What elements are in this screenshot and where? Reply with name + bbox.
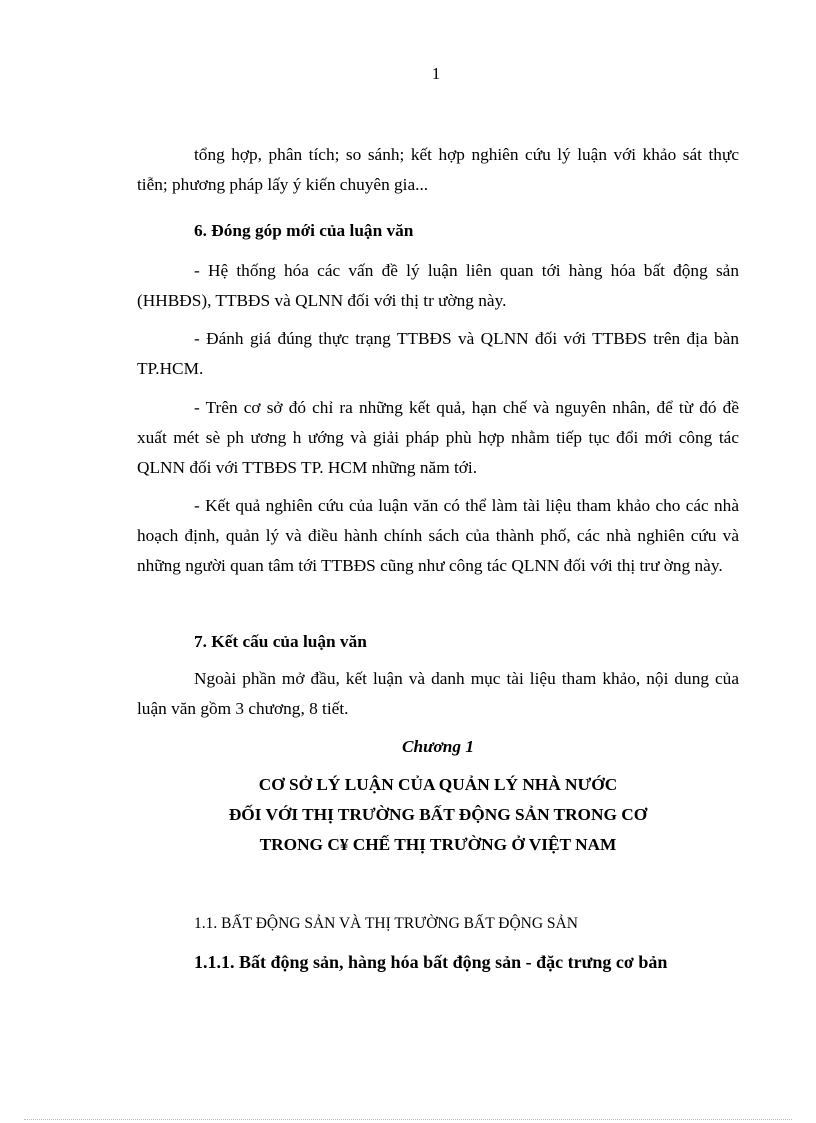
contribution-paragraph-4: - Kết quả nghiên cứu của luận văn có thể làm tài liệu tham khảo cho các nhà hoạch định, quản lý và điều hành chính sách của thành phố, các nhà nghiên cứu và những người quan tâm tới TTBĐS cũng như công tác QLNN đối với thị trư ờng này.: [137, 496, 739, 575]
chapter-label: Chương 1: [402, 737, 474, 756]
contribution-paragraph-1: - Hệ thống hóa các vấn đề lý luận liên quan tới hàng hóa bất động sản (HHBĐS), TTBĐS và QLNN đối với thị tr ường này.: [137, 261, 739, 310]
chapter-title-line-3: TRONG C¥ CHẾ THỊ TRƯỜNG Ở VIỆT NAM: [259, 835, 617, 854]
chapter-title-line-2: ĐỐI VỚI THỊ TRƯỜNG BẤT ĐỘNG SẢN TRONG CƠ: [228, 805, 648, 824]
section-1-1-1-heading: 1.1.1. Bất động sản, hàng hóa bất động sản - đặc trưng cơ bản: [194, 952, 668, 972]
section-1-1-heading: 1.1. BẤT ĐỘNG SẢN VÀ THỊ TRƯỜNG BẤT ĐỘNG SẢN: [194, 915, 578, 932]
section-6-heading: 6. Đóng góp mới của luận văn: [194, 221, 414, 240]
chapter-title: [137, 770, 739, 860]
section-7-heading: 7. Kết cấu của luận văn: [194, 632, 367, 651]
chapter-title-line-1: CƠ SỞ LÝ LUẬN CỦA QUẢN LÝ NHÀ NƯỚC: [258, 775, 618, 794]
page-bottom-divider: [24, 1119, 792, 1120]
contribution-paragraph-3: - Trên cơ sở đó chỉ ra những kết quả, hạn chế và nguyên nhân, để từ đó đề xuất mét sè ph ương h ướng và giải pháp phù hợp nhằm tiếp tục đổi mới công tác QLNN đối với TTBĐS TP. HCM những năm tới.: [137, 398, 739, 477]
methods-paragraph: tổng hợp, phân tích; so sánh; kết hợp nghiên cứu lý luận với khảo sát thực tiễn; phương pháp lấy ý kiến chuyên gia...: [137, 145, 739, 194]
page-number: 1: [431, 64, 441, 83]
structure-paragraph: Ngoài phần mở đầu, kết luận và danh mục tài liệu tham khảo, nội dung của luận văn gồm 3 chương, 8 tiết.: [137, 669, 739, 718]
contribution-paragraph-2: - Đánh giá đúng thực trạng TTBĐS và QLNN đối với TTBĐS trên địa bàn TP.HCM.: [137, 329, 739, 378]
